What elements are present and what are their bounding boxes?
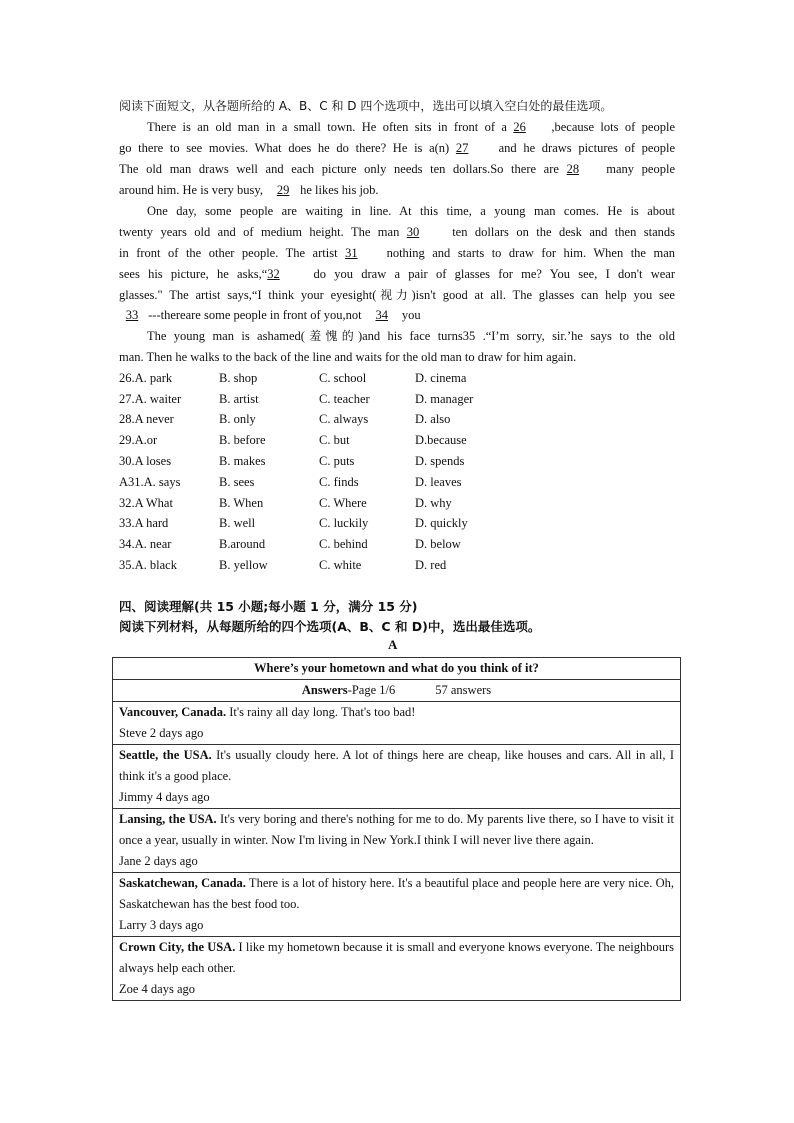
blank-29: 29	[276, 183, 290, 197]
answer-entry	[113, 809, 681, 873]
entry-place: Lansing, the USA.	[119, 812, 217, 826]
blank-31: 31	[345, 246, 358, 260]
option-row: A31.A. says B. sees C. finds D. leaves	[119, 475, 462, 489]
answers-label: Answers	[301, 683, 348, 697]
answer-entry	[113, 745, 681, 809]
entry-place: Vancouver, Canada.	[119, 705, 227, 719]
option-row: 26.A. park B. shop C. school D. cinema	[119, 371, 467, 385]
passage-line: around him. He is very busy, 29 he likes his job.	[119, 180, 675, 201]
blank-30: 30	[406, 225, 420, 239]
table-question: Where’s your hometown and what do you think of it?	[113, 658, 681, 680]
entry-place: Saskatchewan, Canada.	[119, 876, 246, 890]
passage-line: One day, some people are waiting in line. At this time, a young man comes. He is about	[147, 204, 675, 218]
blank-34: 34	[375, 308, 388, 322]
blank-26: 26	[513, 120, 526, 134]
blank-32: 32	[267, 267, 280, 281]
section-title: 四、阅读理解(共 15 小题;每小题 1 分，满分 15 分)	[119, 599, 418, 614]
answer-entry	[113, 702, 681, 745]
option-row: 35.A. black B. yellow C. white D. red	[119, 558, 447, 572]
entry-place: Crown City, the USA.	[119, 940, 236, 954]
option-row: 32.A What B. When C. Where D. why	[119, 496, 452, 510]
answer-count: 57 answers	[435, 683, 492, 697]
passage-label: A	[388, 637, 398, 652]
answer-entry	[113, 873, 681, 937]
answers-header	[113, 680, 681, 702]
option-row: 27.A. waiter B. artist C. teacher D. manager	[119, 392, 474, 406]
passage-line: twenty years old and of medium height. The man 30 ten dollars on the desk and then stands	[119, 222, 675, 243]
option-row: 29.A.or B. before C. but D.because	[119, 433, 467, 447]
passage-line: go there to see movies. What does he do there? He is a(n) 27 and he draws pictures of people	[119, 138, 675, 159]
answer-entry	[113, 937, 681, 1001]
passage-line: man. Then he walks to the back of the line and waits for the old man to draw for him again.	[119, 350, 577, 364]
option-row: 33.A hard B. well C. luckily D. quickly	[119, 516, 468, 530]
blank-28: 28	[566, 162, 580, 176]
answers-table	[112, 657, 681, 1001]
entry-text: There is a lot of history here. It's a beautiful place and people here are very nice. Oh, Saskatchewan has the best food too.	[119, 876, 675, 911]
passage-line: The old man draws well and each picture only needs ten dollars.So there are 28 many people	[119, 159, 675, 180]
passage-line: 33 ---thereare some people in front of you,not 34 you	[119, 305, 675, 326]
cloze-instruction: 阅读下面短文，从各题所给的 A、B、C 和 D 四个选项中，选出可以填入空白处的最佳选项。	[119, 99, 613, 113]
entry-author: Larry 3 days ago	[119, 918, 204, 932]
passage-line: The young man is ashamed(羞愧的)and his face turns35 .“I’m sorry, sir.’he says to the old	[147, 329, 675, 343]
option-row: 30.A loses B. makes C. puts D. spends	[119, 454, 465, 468]
entry-author: Zoe 4 days ago	[119, 982, 196, 996]
entry-author: Jimmy 4 days ago	[119, 790, 210, 804]
entry-text: It's very boring and there's nothing for me to do. My parents live there, so I have to visit it once a year, usually in winter. Now I'm living in New York.I think I will never live there again.	[119, 812, 674, 847]
passage-line: sees his picture, he asks,“32 do you draw a pair of glasses for me? You see, I don't wear	[119, 264, 675, 285]
entry-author: Jane 2 days ago	[119, 854, 198, 868]
page-indicator: -Page 1/6	[347, 683, 396, 697]
blank-33: 33	[125, 308, 139, 322]
entry-author: Steve 2 days ago	[119, 726, 204, 740]
option-row: 28.A never B. only C. always D. also	[119, 412, 451, 426]
passage-line: glasses." The artist says,“I think your eyesight(视力)isn't good at all. The glasses can help you see	[119, 288, 675, 302]
entry-text: I like my hometown because it is small and everyone knows everyone. The neighbours always help each other.	[119, 940, 674, 975]
entry-place: Seattle, the USA.	[119, 748, 212, 762]
entry-text: It's usually cloudy here. A lot of things here are cheap, like houses and cars. All in all, I think it's a good place.	[119, 748, 675, 783]
passage-line: in front of the other people. The artist 31 nothing and starts to draw for him. When the man	[119, 243, 675, 264]
passage-line: There is an old man in a small town. He often sits in front of a 26 ,because lots of people	[147, 117, 675, 138]
section-instruction: 阅读下列材料，从每题所给的四个选项(A、B、C 和 D)中，选出最佳选项。	[119, 619, 541, 634]
entry-text: It's rainy all day long. That's too bad!	[226, 705, 416, 719]
blank-27: 27	[455, 141, 469, 155]
option-row: 34.A. near B.around C. behind D. below	[119, 537, 461, 551]
